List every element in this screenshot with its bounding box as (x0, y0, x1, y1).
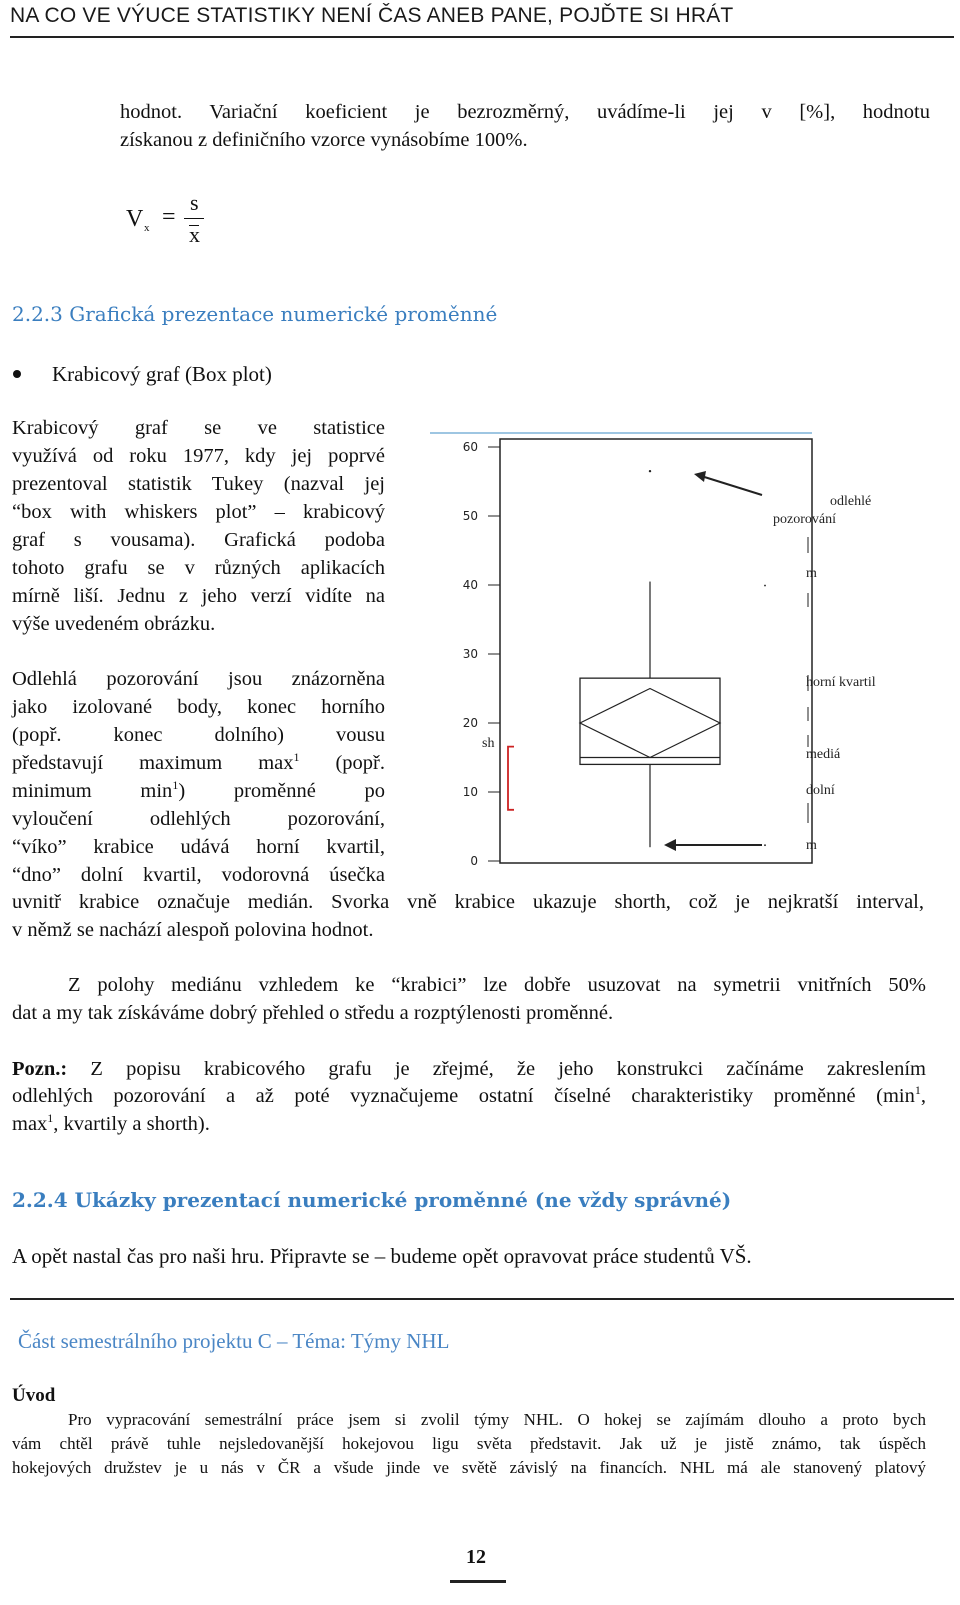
header-rule (10, 36, 954, 38)
text-fragment: ) proměnné po (178, 780, 385, 802)
formula-equals: = (162, 204, 176, 230)
text-fragment: , kvartily a shorth). (53, 1113, 210, 1135)
text-fragment: Z popisu krabicového grafu je zřejmé, že jeho konstrukci začínáme zakreslením (67, 1058, 926, 1080)
project-title: Část semestrálního projektu C – Téma: Týmy NHL (18, 1329, 450, 1353)
annotation-q3: horní kvartil (806, 675, 876, 690)
intro-line-2: získanou z definičního vzorce vynásobíme 100%. (120, 129, 528, 151)
intro-line-1: hodnot. Variační koeficient je bezrozměrný, uvádíme-li jej v [%], hodnotu (120, 101, 930, 123)
y-tick-label: 20 (462, 716, 478, 730)
annotation-max: m (806, 566, 817, 581)
superscript: 1 (914, 1083, 921, 1098)
y-tick-label: 50 (462, 509, 478, 523)
project-line-3: hokejových družstev je u nás v ČR a všude jinde ve světě závislý na financích. NHL má ale stanovený platový (12, 1458, 926, 1477)
text-line: “box with whiskers plot” – krabicový (12, 501, 385, 523)
text-line: jako izolované body, konec horního (12, 696, 385, 718)
paragraph-continuation-1: uvnitř krabice označuje medián. Svorka vně krabice ukazuje shorth, což je nejkratší interval, (12, 891, 924, 913)
median-paragraph-line-2: dat a my tak získáváme dobrý přehled o středu a rozptýlenosti proměnné. (12, 1002, 614, 1024)
annotation-q1: dolní (806, 783, 835, 798)
text-fragment: odlehlých pozorování a až poté vyznačujeme ostatní číselné charakteristiky proměnné (min (12, 1085, 915, 1107)
text-line: graf s vousama). Grafická podoba (12, 529, 385, 551)
formula-sub: x (144, 222, 150, 234)
note-label: Pozn.: (12, 1058, 68, 1080)
text-fragment: , (920, 1085, 926, 1107)
uvod-heading: Úvod (12, 1385, 56, 1406)
formula-v: V (126, 206, 144, 232)
text-line: mírně liší. Jednu z jeho verzí vidíte na (12, 585, 385, 607)
text-line: Odlehlá pozorování jsou znázorněna (12, 668, 385, 690)
boxplot-description (12, 414, 385, 638)
annotation-outliers-2: pozorování (773, 512, 836, 527)
footer-rule (450, 1580, 506, 1583)
section-heading-2-2-4: 2.2.4 Ukázky prezentací numerické proměnné (ne vždy správné) (12, 1188, 732, 1212)
text-fragment: představují maximum max (12, 752, 294, 774)
note-line-2 (12, 1082, 926, 1110)
shorth-label: sh (482, 735, 495, 751)
project-line-1: Pro vypracování semestrální práce jsem si zvolil týmy NHL. O hokej se zajímám dlouho a proto bych (68, 1410, 926, 1429)
annotation-min: m (806, 838, 817, 853)
running-header: NA CO VE VÝUCE STATISTIKY NENÍ ČAS ANEB PANE, POJĎTE SI HRÁT (10, 4, 734, 27)
plot-frame (500, 439, 812, 863)
text-line (12, 777, 385, 805)
outlier-description (12, 665, 385, 889)
y-tick-label: 30 (462, 647, 478, 661)
project-line-2: vám chtěl právě tuhle nejsledovanější hokejovou ligu světa představit. Jak už je jistě známo, tak úspěch (12, 1434, 926, 1453)
min-arrowhead (664, 839, 676, 851)
text-line: (popř. konec dolního) vousu (12, 724, 385, 746)
note-line-3 (12, 1110, 210, 1138)
outlier-arrow (698, 475, 762, 495)
formula-numerator: s (190, 190, 199, 215)
text-fragment: max (12, 1113, 48, 1135)
text-fragment: (popř. (299, 752, 385, 774)
max-marker (764, 585, 766, 587)
text-line: “dno” dolní kvartil, vodorovná úsečka (12, 864, 385, 886)
paragraph-continuation-2: v němž se nachází alespoň polovina hodnot. (12, 919, 374, 941)
text-line: Krabicový graf se ve statistice (12, 417, 385, 439)
game-intro: A opět nastal čas pro naši hru. Připravte se – budeme opět opravovat práce studentů VŠ. (12, 1244, 752, 1268)
variation-coefficient-formula (126, 190, 236, 258)
superscript: 1 (47, 1111, 54, 1126)
text-fragment: minimum min (12, 780, 173, 802)
text-line: tohoto grafu se v různých aplikacích (12, 557, 385, 579)
annotation-outliers: odlehlé (830, 494, 872, 509)
mean-diamond (580, 689, 720, 758)
shorth-bracket (508, 747, 514, 810)
text-line: prezentoval statistik Tukey (nazval jej (12, 473, 385, 495)
y-tick-label: 0 (470, 854, 478, 868)
y-tick-label: 40 (462, 578, 478, 592)
bullet-label: Krabicový graf (Box plot) (52, 362, 272, 386)
iqr-box (580, 678, 720, 764)
page-number: 12 (466, 1546, 486, 1568)
y-tick-label: 10 (462, 785, 478, 799)
median-paragraph-line-1: Z polohy mediánu vzhledem ke “krabici” lze dobře usuzovat na symetrii vnitřních 50% (68, 974, 926, 996)
text-line: “víko” krabice udává horní kvartil, (12, 836, 385, 858)
section-heading-2-2-3: 2.2.3 Grafická prezentace numerické proměnné (12, 302, 498, 326)
fraction-bar (184, 218, 204, 219)
outlier-arrowhead (694, 471, 706, 482)
text-line (12, 749, 385, 777)
text-line: výše uvedeném obrázku. (12, 613, 216, 635)
superscript: 1 (172, 778, 179, 793)
text-line: vyloučení odlehlých pozorování, (12, 808, 385, 830)
section-rule (10, 1298, 954, 1300)
formula-denominator: x (189, 222, 200, 247)
bullet-dot (13, 370, 21, 378)
superscript: 1 (293, 750, 300, 765)
outlier-point (649, 470, 651, 472)
note-line-1 (12, 1055, 926, 1083)
min-marker (764, 844, 766, 846)
text-line: využívá od roku 1977, kdy jej poprvé (12, 445, 385, 467)
chart-layer (430, 433, 876, 868)
boxplot-chart (430, 425, 900, 875)
annotation-median: mediá (806, 747, 841, 762)
y-tick-label: 60 (462, 440, 478, 454)
